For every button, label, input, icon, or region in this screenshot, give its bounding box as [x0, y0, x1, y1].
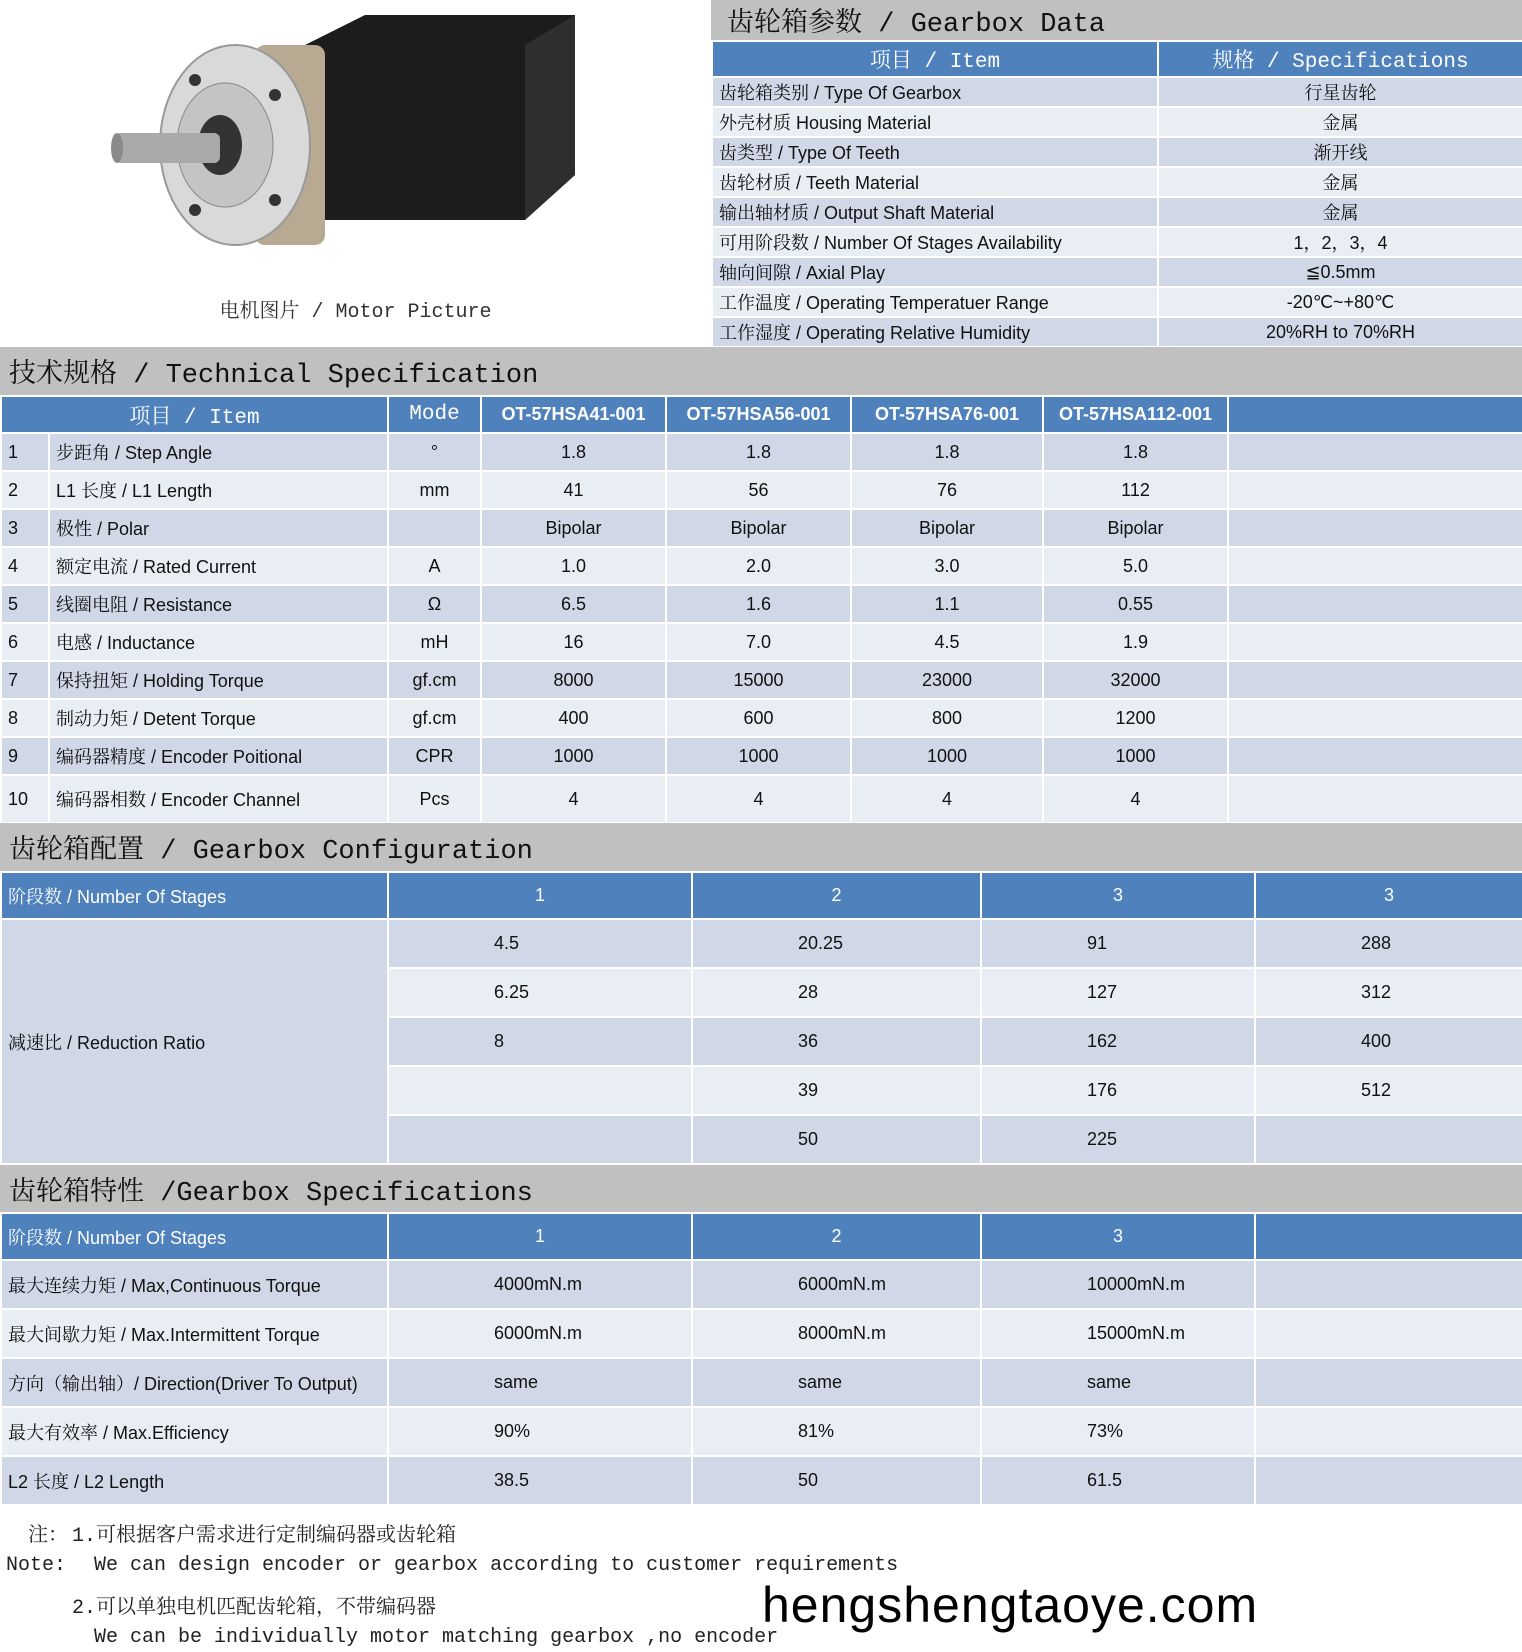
spec-value: 4	[1043, 775, 1228, 823]
ratio-value: 400	[1255, 1017, 1522, 1066]
ratio-value: 36	[692, 1017, 981, 1066]
gearbox-data-value: 20%RH to 70%RH	[1158, 317, 1522, 347]
table-row	[1, 1309, 1522, 1358]
spec-value: 5.0	[1043, 547, 1228, 585]
spec-value: 41	[481, 471, 666, 509]
spec-value	[1228, 699, 1522, 737]
technical-spec-header: OT-57HSA41-001	[481, 396, 666, 433]
stages-header: 3	[1255, 872, 1522, 919]
gearbox-data-item: 齿轮材质 / Teeth Material	[712, 167, 1158, 197]
stages-header: 阶段数 / Number Of Stages	[1, 1213, 388, 1260]
spec-value: gf.cm	[388, 661, 481, 699]
table-row	[1, 585, 1522, 623]
spec-item: 步距角 / Step Angle	[49, 433, 388, 471]
spec-value: 4.5	[851, 623, 1043, 661]
table-row	[1, 919, 1522, 968]
table-row	[1, 1260, 1522, 1309]
ratio-value: 225	[981, 1115, 1255, 1164]
table-row	[1, 433, 1522, 471]
spec-value: 10000mN.m	[981, 1260, 1255, 1309]
row-number: 1	[1, 433, 49, 471]
stages-header: 1	[388, 872, 692, 919]
spec-value: 7.0	[666, 623, 851, 661]
gearbox-data-value: 金属	[1158, 197, 1522, 227]
table-row	[712, 107, 1522, 137]
spec-value: 2.0	[666, 547, 851, 585]
motor-picture	[105, 5, 595, 261]
gearbox-data-header: 规格 / Specifications	[1158, 41, 1522, 77]
spec-value: 6.5	[481, 585, 666, 623]
ratio-value	[1255, 1115, 1522, 1164]
spec-value: 4	[481, 775, 666, 823]
row-number: 9	[1, 737, 49, 775]
spec-item: 最大间歇力矩 / Max.Intermittent Torque	[1, 1309, 388, 1358]
note-1-cn: 1.可根据客户需求进行定制编码器或齿轮箱	[72, 1525, 457, 1548]
stages-header: 2	[692, 872, 981, 919]
technical-spec-header: OT-57HSA56-001	[666, 396, 851, 433]
table-row	[1, 1407, 1522, 1456]
spec-value: Ω	[388, 585, 481, 623]
ratio-value: 127	[981, 968, 1255, 1017]
row-number: 5	[1, 585, 49, 623]
gearbox-config-table	[0, 871, 1522, 1165]
spec-item: 制动力矩 / Detent Torque	[49, 699, 388, 737]
spec-value: 400	[481, 699, 666, 737]
table-row	[712, 287, 1522, 317]
spec-value: 8000mN.m	[692, 1309, 981, 1358]
spec-value: 73%	[981, 1407, 1255, 1456]
ratio-value: 4.5	[388, 919, 692, 968]
ratio-value: 512	[1255, 1066, 1522, 1115]
table-row	[1, 509, 1522, 547]
technical-spec-header: OT-57HSA112-001	[1043, 396, 1228, 433]
spec-value: 1.6	[666, 585, 851, 623]
ratio-value: 162	[981, 1017, 1255, 1066]
spec-value: CPR	[388, 737, 481, 775]
row-number: 8	[1, 699, 49, 737]
gearbox-data-item: 工作湿度 / Operating Relative Humidity	[712, 317, 1158, 347]
spec-value	[1228, 775, 1522, 823]
ratio-value: 8	[388, 1017, 692, 1066]
table-row	[1, 699, 1522, 737]
technical-spec-header: Mode	[388, 396, 481, 433]
spec-item: 最大有效率 / Max.Efficiency	[1, 1407, 388, 1456]
spec-value	[1228, 585, 1522, 623]
spec-item: L2 长度 / L2 Length	[1, 1456, 388, 1505]
spec-value: A	[388, 547, 481, 585]
spec-value: 1000	[666, 737, 851, 775]
row-number: 10	[1, 775, 49, 823]
spec-value: 50	[692, 1456, 981, 1505]
gearbox-data-value: 1，2，3，4	[1158, 227, 1522, 257]
gearbox-data-title: 齿轮箱参数 / Gearbox Data	[711, 0, 1522, 40]
gearbox-data-item: 外壳材质 Housing Material	[712, 107, 1158, 137]
motor-picture-caption: 电机图片 / Motor Picture	[219, 301, 492, 324]
spec-value: 61.5	[981, 1456, 1255, 1505]
ratio-value: 91	[981, 919, 1255, 968]
table-row	[712, 257, 1522, 287]
spec-item: L1 长度 / L1 Length	[49, 471, 388, 509]
gearbox-data-value: 金属	[1158, 167, 1522, 197]
spec-value: Bipolar	[1043, 509, 1228, 547]
table-row	[712, 77, 1522, 107]
spec-value: Pcs	[388, 775, 481, 823]
ratio-value: 20.25	[692, 919, 981, 968]
spec-value: 112	[1043, 471, 1228, 509]
spec-value: 3.0	[851, 547, 1043, 585]
spec-value: 38.5	[388, 1456, 692, 1505]
spec-value: 1.9	[1043, 623, 1228, 661]
note-cn-prefix: 注：	[28, 1525, 68, 1548]
table-row	[1, 1358, 1522, 1407]
note-2-cn: 2.可以单独电机匹配齿轮箱，不带编码器	[72, 1597, 437, 1620]
spec-value: Bipolar	[481, 509, 666, 547]
spec-value: 1000	[851, 737, 1043, 775]
table-row	[1, 737, 1522, 775]
ratio-value: 6.25	[388, 968, 692, 1017]
spec-value: 1.8	[1043, 433, 1228, 471]
note-1-en: We can design encoder or gearbox according to customer requirements	[94, 1554, 899, 1577]
spec-value: 0.55	[1043, 585, 1228, 623]
spec-value: 6000mN.m	[388, 1309, 692, 1358]
gearbox-data-header: 项目 / Item	[712, 41, 1158, 77]
spec-item: 线圈电阻 / Resistance	[49, 585, 388, 623]
spec-value: 4000mN.m	[388, 1260, 692, 1309]
table-row	[1, 623, 1522, 661]
table-row	[712, 317, 1522, 347]
spec-value: 1200	[1043, 699, 1228, 737]
gearbox-data-item: 齿类型 / Type Of Teeth	[712, 137, 1158, 167]
row-number: 7	[1, 661, 49, 699]
ratio-value: 39	[692, 1066, 981, 1115]
spec-item: 编码器精度 / Encoder Poitional	[49, 737, 388, 775]
table-row	[1, 1456, 1522, 1505]
ratio-value: 288	[1255, 919, 1522, 968]
spec-value: Bipolar	[851, 509, 1043, 547]
technical-spec-title: 技术规格 / Technical Specification	[0, 347, 1522, 395]
spec-value: 1.8	[666, 433, 851, 471]
spec-value: 16	[481, 623, 666, 661]
stages-header: 2	[692, 1213, 981, 1260]
spec-value: 4	[851, 775, 1043, 823]
table-row	[1, 471, 1522, 509]
spec-value: Bipolar	[666, 509, 851, 547]
table-row	[712, 197, 1522, 227]
ratio-value: 50	[692, 1115, 981, 1164]
spec-value	[1255, 1358, 1522, 1407]
technical-spec-header: OT-57HSA76-001	[851, 396, 1043, 433]
spec-value: 76	[851, 471, 1043, 509]
spec-value: gf.cm	[388, 699, 481, 737]
gearbox-specs-title: 齿轮箱特性 /Gearbox Specifications	[0, 1165, 1522, 1212]
spec-item: 方向（输出轴）/ Direction(Driver To Output)	[1, 1358, 388, 1407]
stages-header: 1	[388, 1213, 692, 1260]
stages-header	[1255, 1213, 1522, 1260]
spec-value: 1.8	[481, 433, 666, 471]
spec-item: 最大连续力矩 / Max,Continuous Torque	[1, 1260, 388, 1309]
spec-value: 1000	[1043, 737, 1228, 775]
spec-item: 电感 / Inductance	[49, 623, 388, 661]
spec-value	[1228, 737, 1522, 775]
stages-header: 阶段数 / Number Of Stages	[1, 872, 388, 919]
table-row	[1, 661, 1522, 699]
spec-value: 1.8	[851, 433, 1043, 471]
ratio-value: 176	[981, 1066, 1255, 1115]
reduction-ratio-label: 减速比 / Reduction Ratio	[1, 919, 388, 1164]
spec-value: 1.0	[481, 547, 666, 585]
spec-value: 90%	[388, 1407, 692, 1456]
note-2-en: We can be individually motor matching gearbox ,no encoder	[94, 1626, 779, 1649]
gearbox-data-item: 工作温度 / Operating Temperatuer Range	[712, 287, 1158, 317]
spec-value	[1228, 623, 1522, 661]
row-number: 6	[1, 623, 49, 661]
technical-spec-table	[0, 395, 1522, 824]
gearbox-data-value: 行星齿轮	[1158, 77, 1522, 107]
spec-value: 23000	[851, 661, 1043, 699]
table-row	[1, 547, 1522, 585]
spec-value	[1255, 1260, 1522, 1309]
gearbox-data-value: ≦0.5mm	[1158, 257, 1522, 287]
spec-value: 800	[851, 699, 1043, 737]
spec-value: 8000	[481, 661, 666, 699]
spec-value	[1255, 1456, 1522, 1505]
spec-value	[1255, 1309, 1522, 1358]
row-number: 2	[1, 471, 49, 509]
spec-value: 15000mN.m	[981, 1309, 1255, 1358]
spec-value	[1228, 509, 1522, 547]
watermark: hengshengtaoye.com	[762, 1577, 1259, 1633]
gearbox-data-value: 渐开线	[1158, 137, 1522, 167]
technical-spec-header: 项目 / Item	[1, 396, 388, 433]
technical-spec-header	[1228, 396, 1522, 433]
table-row	[712, 167, 1522, 197]
spec-value	[1228, 661, 1522, 699]
spec-value: 32000	[1043, 661, 1228, 699]
spec-value	[1255, 1407, 1522, 1456]
spec-value: mm	[388, 471, 481, 509]
spec-value: 600	[666, 699, 851, 737]
spec-value	[388, 509, 481, 547]
gearbox-data-item: 输出轴材质 / Output Shaft Material	[712, 197, 1158, 227]
row-number: 3	[1, 509, 49, 547]
spec-value: same	[388, 1358, 692, 1407]
spec-value: °	[388, 433, 481, 471]
gearbox-config-title: 齿轮箱配置 / Gearbox Configuration	[0, 823, 1522, 871]
spec-value: 15000	[666, 661, 851, 699]
spec-value: 56	[666, 471, 851, 509]
gearbox-data-item: 轴向间隙 / Axial Play	[712, 257, 1158, 287]
spec-value: 1000	[481, 737, 666, 775]
spec-value	[1228, 547, 1522, 585]
spec-value: same	[981, 1358, 1255, 1407]
gearbox-data-value: -20℃~+80℃	[1158, 287, 1522, 317]
spec-value: 4	[666, 775, 851, 823]
spec-value: 81%	[692, 1407, 981, 1456]
note-en-prefix: Note:	[6, 1554, 67, 1577]
spec-value: same	[692, 1358, 981, 1407]
gearbox-data-item: 可用阶段数 / Number Of Stages Availability	[712, 227, 1158, 257]
stages-header: 3	[981, 872, 1255, 919]
spec-value: 6000mN.m	[692, 1260, 981, 1309]
table-row	[1, 775, 1522, 823]
spec-item: 极性 / Polar	[49, 509, 388, 547]
ratio-value: 28	[692, 968, 981, 1017]
spec-value: mH	[388, 623, 481, 661]
spec-item: 额定电流 / Rated Current	[49, 547, 388, 585]
row-number: 4	[1, 547, 49, 585]
gearbox-data-table	[711, 40, 1522, 348]
spec-value	[1228, 471, 1522, 509]
ratio-value	[388, 1066, 692, 1115]
spec-item: 编码器相数 / Encoder Channel	[49, 775, 388, 823]
gearbox-specs-table	[0, 1212, 1522, 1506]
stages-header: 3	[981, 1213, 1255, 1260]
spec-value: 1.1	[851, 585, 1043, 623]
table-row	[712, 137, 1522, 167]
spec-item: 保持扭矩 / Holding Torque	[49, 661, 388, 699]
gearbox-data-item: 齿轮箱类别 / Type Of Gearbox	[712, 77, 1158, 107]
gearbox-data-value: 金属	[1158, 107, 1522, 137]
spec-value	[1228, 433, 1522, 471]
ratio-value: 312	[1255, 968, 1522, 1017]
table-row	[712, 227, 1522, 257]
ratio-value	[388, 1115, 692, 1164]
